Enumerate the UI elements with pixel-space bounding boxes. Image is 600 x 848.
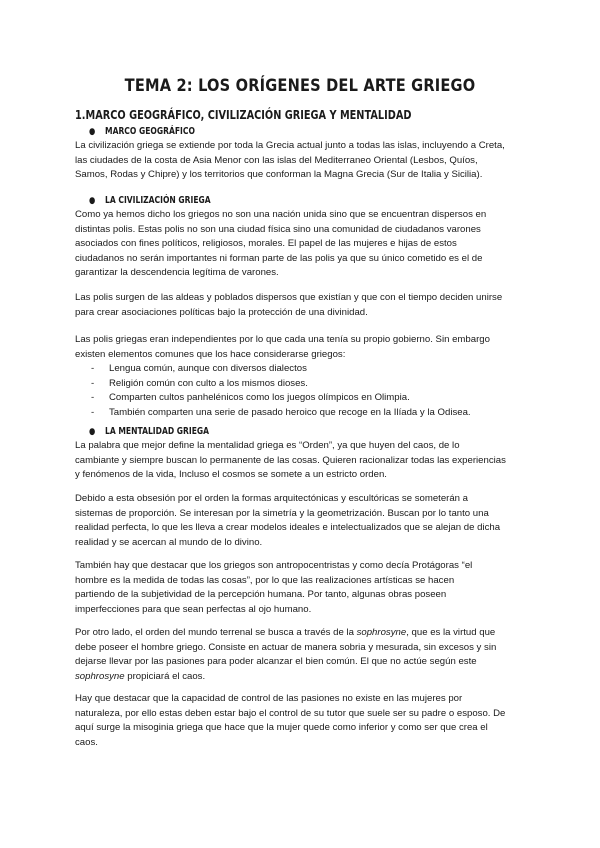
dash-marker: - bbox=[91, 406, 95, 418]
text-line: realidad perfecta, lo que les lleva a crear modelos ideales e intelectualizados que se alejan de dicha bbox=[75, 522, 501, 534]
dash-marker: - bbox=[91, 392, 95, 404]
text-line: sistemas de proporción. Se interesan por la simetría y la geometrización. Buscan por lo tanto una bbox=[75, 507, 489, 519]
text-line: Hay que destacar que la capacidad de control de las pasiones no existe en las mujeres por bbox=[75, 693, 463, 704]
list-item-text: También comparten una serie de pasado heroico que recoge en la Ilíada y la Odisea. bbox=[109, 406, 471, 418]
subheading-text: LA CIVILIZACIÓN GRIEGA bbox=[105, 195, 211, 206]
text-line: caos. bbox=[75, 736, 98, 748]
bullet-icon: ● bbox=[89, 127, 96, 137]
list-item bbox=[91, 362, 531, 377]
text-line: naturaleza, por ello estas deben estar bajo el control de su tutor que suele ser su padre o esposo. De bbox=[75, 707, 506, 719]
paragraph-ment-2 bbox=[75, 492, 531, 550]
common-elements-list bbox=[91, 362, 531, 420]
text-line: ciudadanos no serán importantes ni forman parte de las polis ya que su único cometido es el de bbox=[75, 252, 483, 264]
paragraph-civ-1 bbox=[75, 208, 531, 281]
paragraph-ment-4 bbox=[75, 626, 531, 684]
text-line: debe poseer el hombre griego. Consiste en actuar de manera sobria y mesurada, sin excesos y sin bbox=[75, 641, 497, 653]
paragraph-civ-3 bbox=[75, 333, 531, 362]
list-item-text: Lengua común, aunque con diversos dialectos bbox=[109, 363, 307, 374]
paragraph-ment-3 bbox=[75, 559, 531, 617]
text-line: aquí surge la misoginia griega que hace que la mujer quede como inferior y como ser que crea el bbox=[75, 722, 488, 734]
list-item-text: Comparten cultos panhelénicos como los juegos olímpicos en Olimpia. bbox=[109, 392, 410, 404]
subheading-text: LA MENTALIDAD GRIEGA bbox=[105, 426, 210, 437]
subheading-marco-geografico bbox=[89, 126, 195, 137]
paragraph-ment-5 bbox=[75, 692, 531, 750]
list-item bbox=[91, 406, 531, 421]
list-item-text: Religión común con culto a los mismos dioses. bbox=[109, 377, 308, 389]
text-line: partiendo de la subjetividad de la percepción humana. Por tanto, algunas obras poseen bbox=[75, 589, 447, 601]
text-line: Como ya hemos dicho los griegos no son una nación unida sino que se encuentran dispersos en bbox=[75, 209, 487, 220]
paragraph-geo bbox=[75, 139, 531, 183]
section-heading: 1.MARCO GEOGRÁFICO, CIVILIZACIÓN GRIEGA Y MENTALIDAD bbox=[75, 107, 412, 122]
text-line: La palabra que mejor define la mentalidad griega es “Orden”, ya que huyen del caos, de lo bbox=[75, 440, 460, 451]
paragraph-civ-2 bbox=[75, 291, 531, 320]
text-line: realidad y se acercan al mundo de lo divino. bbox=[75, 536, 263, 548]
paragraph-ment-1 bbox=[75, 439, 531, 483]
text-line: existen elementos comunes que los hace considerarse griegos: bbox=[75, 348, 346, 360]
text-line: distintas polis. Estas polis no son una ciudad física sino una comunidad de ciudadanos varones bbox=[75, 223, 481, 235]
text-line: para crear asociaciones políticas bajo la protección de una divinidad. bbox=[75, 306, 368, 318]
dash-marker: - bbox=[91, 363, 95, 374]
text-line: dejarse llevar por las pasiones para poder alcanzar el bien común. El que no actúe según este bbox=[75, 656, 477, 668]
text-line: cambiante y siempre buscan lo permanente de las cosas. Quieren racionalizar todas las experiencias bbox=[75, 454, 506, 466]
text-run: Por otro lado, el orden del mundo terrenal se busca a través de la bbox=[75, 627, 357, 638]
list-item bbox=[91, 377, 531, 392]
page-title: TEMA 2: LOS ORÍGENES DEL ARTE GRIEGO bbox=[124, 76, 476, 96]
dash-marker: - bbox=[91, 377, 95, 389]
subheading-mentalidad bbox=[89, 426, 209, 437]
text-line bbox=[75, 670, 531, 685]
text-line: garantizar la descendencia legítima de varones. bbox=[75, 267, 279, 279]
subheading-text: MARCO GEOGRÁFICO bbox=[105, 126, 195, 137]
text-run: , que es la virtud que bbox=[406, 627, 496, 638]
text-line: imperfecciones para que sean perfectas al ojo humano. bbox=[75, 603, 312, 615]
text-line: y fenómenos de la vida, Incluso el cosmos se somete a un estricto orden. bbox=[75, 469, 387, 481]
text-line: También hay que destacar que los griegos son antropocentristas y como decía Protágoras “el bbox=[75, 560, 473, 571]
bullet-icon: ● bbox=[89, 196, 96, 206]
text-line: Samos, Rodas y Chipre) y los territorios que conforman la Magna Grecia (Sur de Italia y Sicilia). bbox=[75, 169, 483, 181]
emphasis-sophrosyne: sophrosyne bbox=[356, 627, 407, 638]
bullet-icon: ● bbox=[89, 427, 96, 437]
emphasis-sophrosyne: sophrosyne bbox=[75, 670, 125, 682]
text-line: asociados con fines políticos, religiosos, morales. El papel de las mujeres e hijas de estos bbox=[75, 238, 457, 250]
text-line: Debido a esta obsesión por el orden la formas arquitectónicas y escultóricas se someterán a bbox=[75, 493, 469, 504]
text-line: La civilización griega se extiende por toda la Grecia actual junto a todas las islas, incluyendo a Creta, bbox=[75, 140, 505, 151]
text-line bbox=[75, 626, 531, 641]
text-line: las ciudades de la costa de Asia Menor con las islas del Mediterraneo Oriental (Lesbos, Quíos, bbox=[75, 154, 478, 166]
text-line: Las polis surgen de las aldeas y poblados dispersos que existían y que con el tiempo deciden unirse bbox=[75, 292, 503, 303]
list-item bbox=[91, 391, 531, 406]
text-run: propiciará el caos. bbox=[124, 670, 206, 682]
subheading-civilizacion bbox=[89, 195, 211, 206]
text-line: Las polis griegas eran independientes por lo que cada una tenía su propio gobierno. Sin embargo bbox=[75, 334, 490, 345]
text-line: hombre es la medida de todas las cosas”, por lo que las realizaciones artísticas se hacen bbox=[75, 574, 455, 586]
